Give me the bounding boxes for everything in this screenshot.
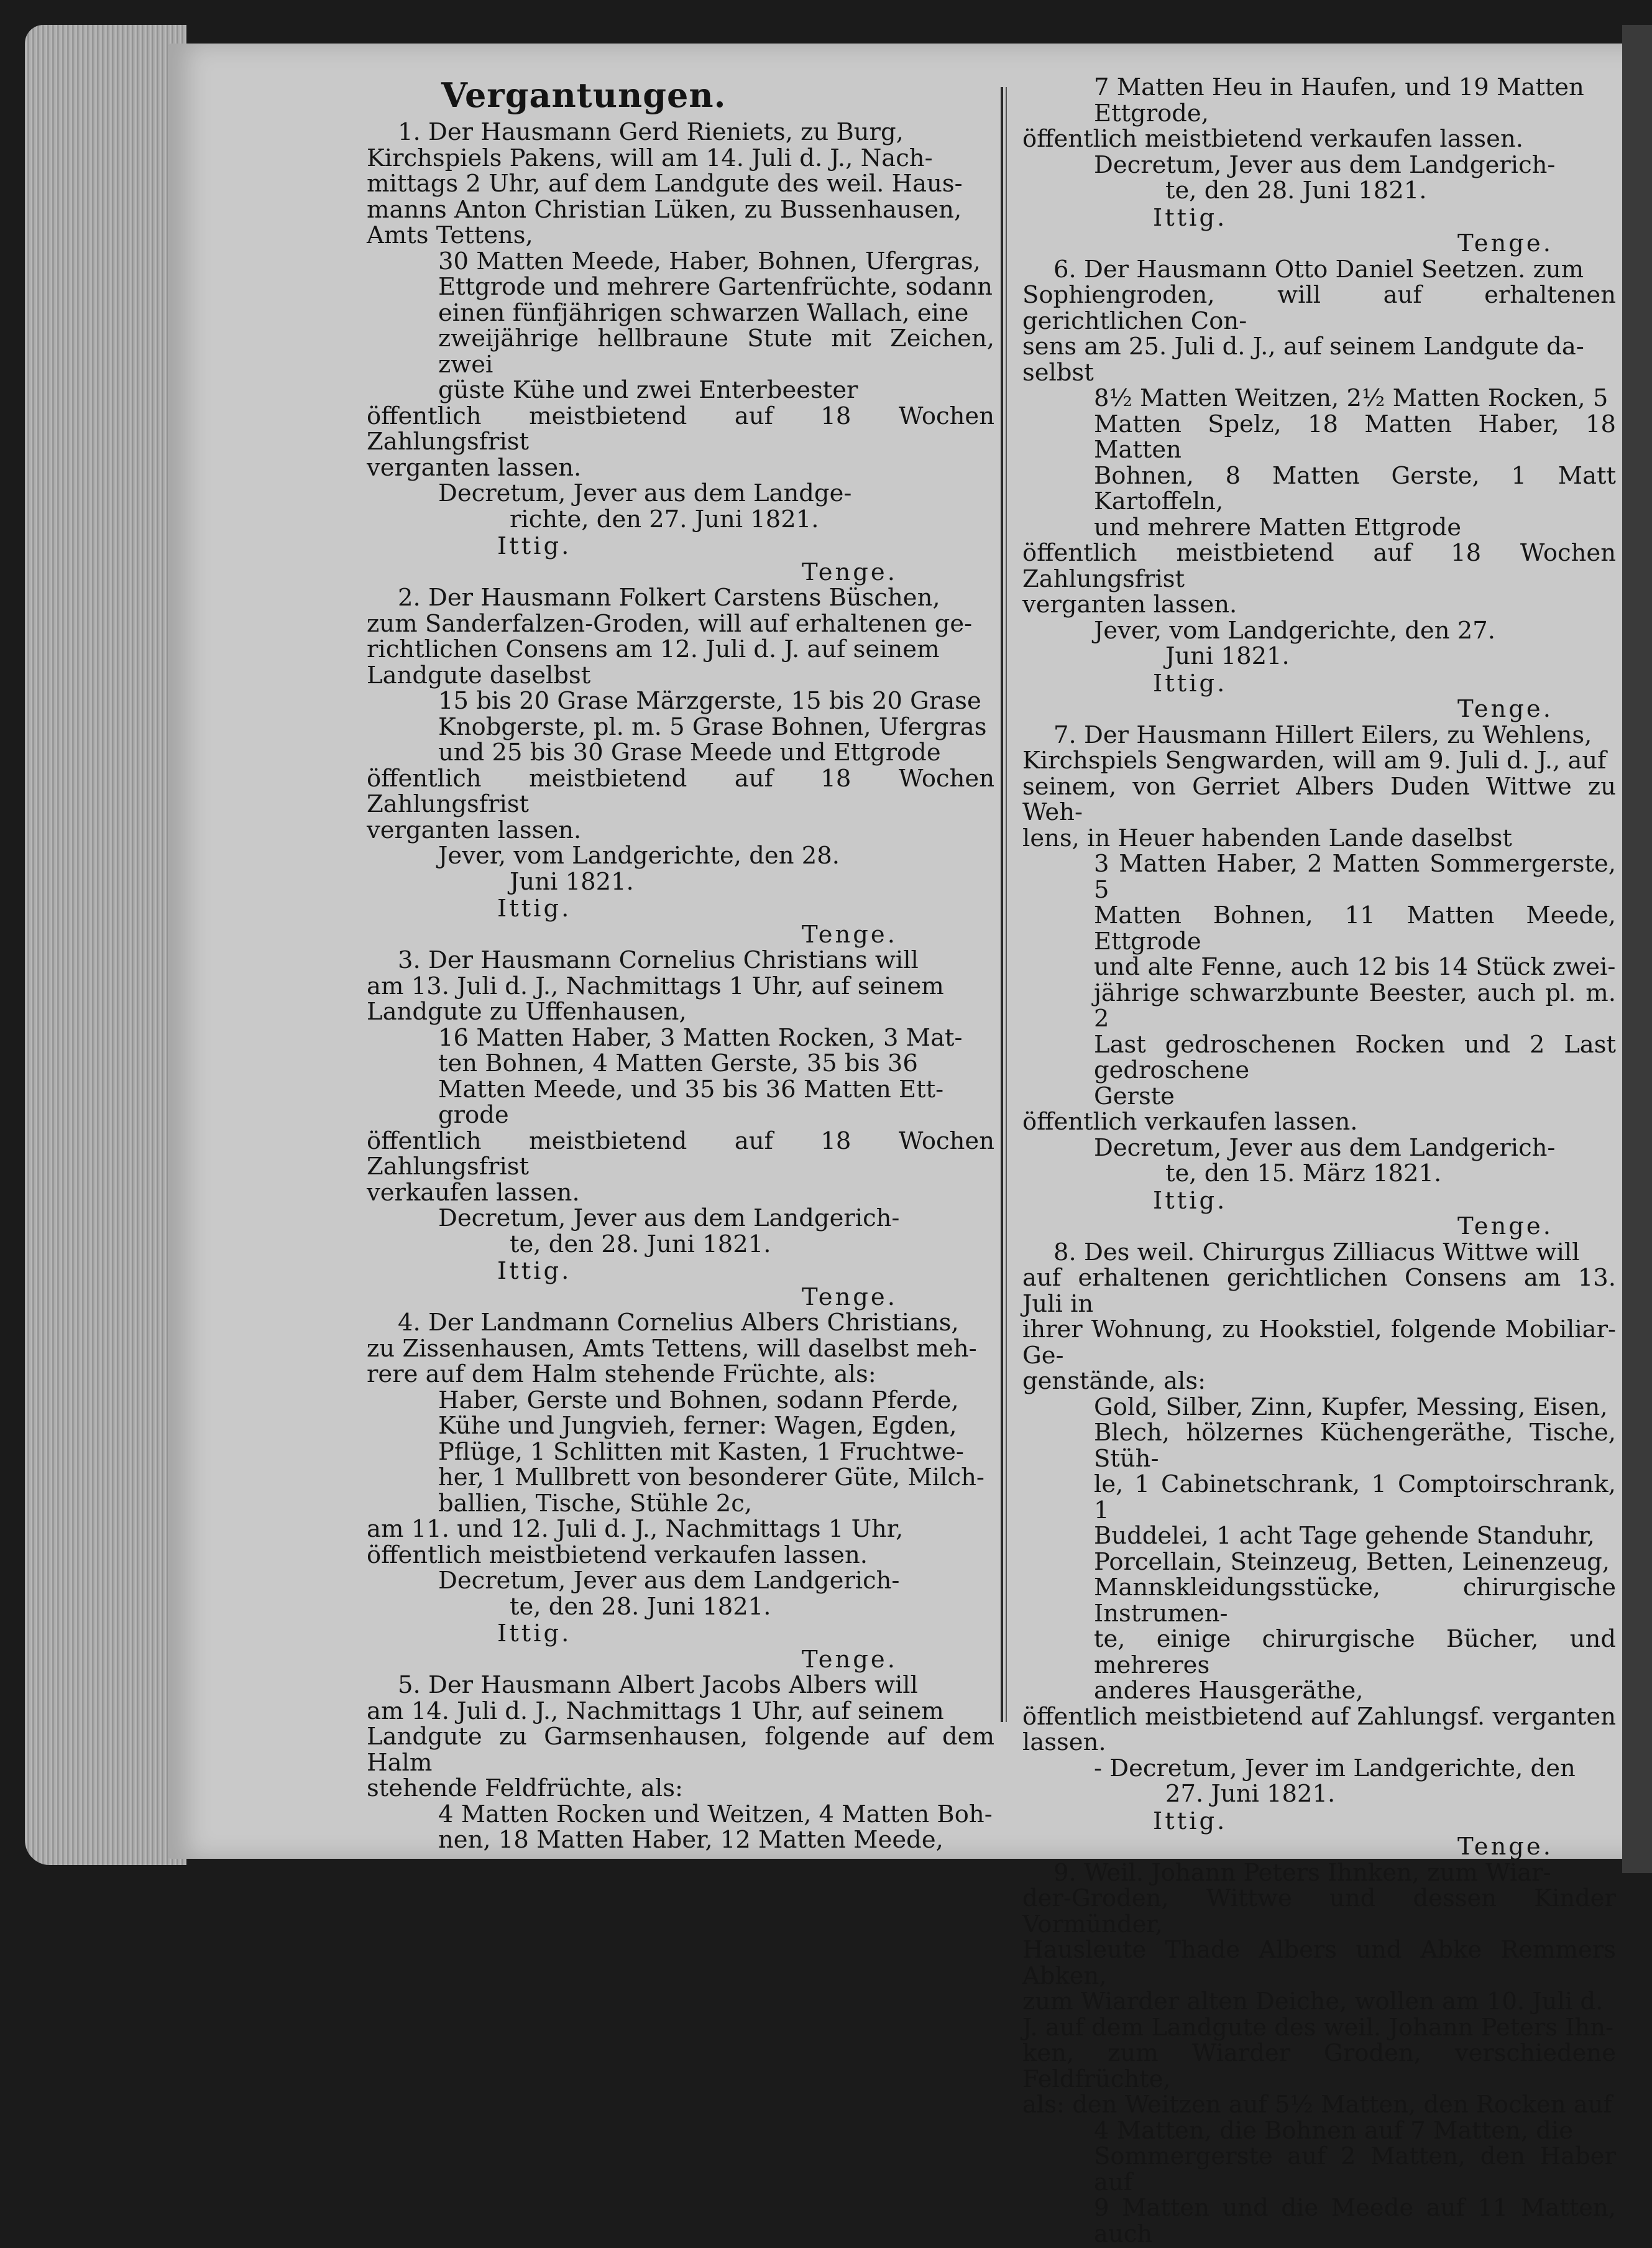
entry-line: 9. Weil. Johann Peters Ihnken, zum Wiar-	[1053, 1858, 1551, 1887]
item-line: Matten Meede, und 35 bis 36 Matten Ett-	[438, 1075, 944, 1103]
closing-line: öffentlich verkaufen lassen.	[1022, 1108, 1358, 1136]
right-column	[1022, 75, 1616, 2247]
entry-4	[367, 1310, 994, 1672]
entry-line: manns Anton Christian Lüken, zu Bussenhausen,	[367, 195, 962, 224]
item-line: anderes Hausgeräthe,	[1094, 1677, 1364, 1705]
item-line: her, 1 Mullbrett von besonderer Güte, Milch-	[438, 1463, 984, 1491]
left-column	[367, 75, 994, 1853]
item-line: Ettgrode,	[1094, 99, 1209, 127]
entry-line: 3. Der Hausmann Cornelius Christians will	[398, 946, 919, 974]
entry-6	[1022, 257, 1616, 722]
item-line: Mannskleidungsstücke, chirurgische Instrumen-	[1094, 1573, 1616, 1628]
item-line: le, 1 Cabinetschrank, 1 Comptoirschrank, 1	[1094, 1470, 1616, 1524]
item-line: 16 Matten Haber, 3 Matten Rocken, 3 Mat-	[438, 1023, 963, 1052]
item-line: Last gedroschenen Rocken und 2 Last gedroschene	[1094, 1030, 1616, 1084]
entry-3	[367, 947, 994, 1310]
decree-line: - Decretum, Jever im Landgerichte, den	[1094, 1754, 1576, 1782]
closing-line: öffentlich meistbietend verkaufen lassen.	[367, 1541, 868, 1569]
closing-line: öffentlich meistbietend auf 18 Wochen Zahlungsfrist	[1022, 539, 1616, 593]
item-line: und mehrere Matten Ettgrode	[1094, 513, 1462, 541]
item-line: Kühe und Jungvieh, ferner: Wagen, Egden,	[438, 1412, 957, 1440]
item-line: einen fünfjährigen schwarzen Wallach, eine	[438, 298, 969, 327]
closing-line: öffentlich meistbietend auf 18 Wochen Zahlungsfrist	[367, 402, 994, 456]
signature-tenge: Tenge.	[1457, 229, 1553, 257]
entry-line: Kirchspiels Sengwarden, will am 9. Juli d. J., auf	[1022, 747, 1607, 775]
entry-5	[367, 1672, 994, 1853]
entry-line: 6. Der Hausmann Otto Daniel Seetzen. zum	[1053, 255, 1584, 283]
decree-line: richte, den 27. Juni 1821.	[510, 505, 819, 533]
entry-line: stehende Feldfrüchte, als:	[367, 1774, 683, 1802]
item-line: Matten Bohnen, 11 Matten Meede, Ettgrode	[1094, 901, 1616, 956]
item-line: Matten Spelz, 18 Matten Haber, 18 Matten	[1094, 410, 1616, 464]
signature-ittig: Ittig.	[1153, 669, 1228, 698]
decree-line: 27. Juni 1821.	[1165, 1780, 1336, 1808]
item-line: ballien, Tische, Stühle 2c,	[438, 1489, 753, 1518]
entry-line: 2. Der Hausmann Folkert Carstens Büschen,	[398, 584, 940, 612]
item-line: Porcellain, Steinzeug, Betten, Leinenzeug,	[1094, 1547, 1610, 1576]
item-line: Haber, Gerste und Bohnen, sodann Pferde,	[438, 1386, 959, 1414]
entry-line: J. auf dem Landgute des weil. Johann Peters Ihn-	[1022, 2013, 1614, 2042]
decree-line: Decretum, Jever aus dem Landgerich-	[1094, 1133, 1556, 1162]
item-line: Sommergerste auf 2 Matten, den Haber auf	[1094, 2142, 1616, 2196]
decree-line: Decretum, Jever aus dem Landgerich-	[438, 1567, 900, 1595]
book-gutter	[1622, 25, 1652, 1873]
closing-line: verganten lassen.	[1022, 591, 1237, 619]
item-line: jährige schwarzbunte Beester, auch pl. m. 2	[1094, 979, 1616, 1033]
item-line: Knobgerste, pl. m. 5 Grase Bohnen, Ufergras	[438, 712, 987, 741]
entry-line: als: den Weitzen auf 5½ Matten, den Rocken auf	[1022, 2091, 1612, 2119]
item-line: 7 Matten Heu in Haufen, und 19 Matten	[1094, 73, 1584, 101]
item-line: ten Bohnen, 4 Matten Gerste, 35 bis 36	[438, 1049, 918, 1077]
entry-line: 8. Des weil. Chirurgus Zilliacus Wittwe will	[1053, 1238, 1580, 1266]
item-line: grode	[438, 1101, 509, 1129]
decree-line: Juni 1821.	[1165, 642, 1290, 670]
entry-line: am 13. Juli d. J., Nachmittags 1 Uhr, auf seinem	[367, 972, 944, 1000]
item-line: 8½ Matten Weitzen, 2½ Matten Rocken, 5	[1094, 384, 1608, 412]
item-line: Ettgrode und mehrere Gartenfrüchte, sodann	[438, 273, 993, 301]
decree-line: Juni 1821.	[510, 867, 634, 896]
entry-line: seinem, von Gerriet Albers Duden Wittwe zu Weh-	[1022, 772, 1616, 826]
closing-line: öffentlich meistbietend auf 18 Wochen Zahlungsfrist	[367, 764, 994, 818]
entry-line: rere auf dem Halm stehende Früchte, als:	[367, 1360, 876, 1388]
decree-line: Decretum, Jever aus dem Landge-	[438, 479, 852, 507]
column-divider-thin	[1006, 87, 1007, 1722]
decree-line: te, den 28. Juni 1821.	[1165, 177, 1427, 205]
entry-line: zum Sanderfalzen-Groden, will auf erhaltenen ge-	[367, 609, 973, 638]
closing-line: öffentlich meistbietend verkaufen lassen.	[1022, 125, 1523, 153]
item-line: Buddelei, 1 acht Tage gehende Standuhr,	[1094, 1522, 1595, 1550]
entry-line: Landgute daselbst	[367, 661, 591, 689]
closing-line: am 11. und 12. Juli d. J., Nachmittags 1 Uhr,	[367, 1515, 904, 1543]
column-divider	[1001, 87, 1003, 1722]
item-line: 15 bis 20 Grase Märzgerste, 15 bis 20 Grase	[438, 687, 981, 715]
entry-line: ken, zum Wiarder Groden, verschiedene Feldfrüchte,	[1022, 2039, 1616, 2093]
decree-line: Decretum, Jever aus dem Landgerich-	[438, 1204, 900, 1232]
signature-ittig: Ittig.	[497, 895, 572, 923]
decree-line: Jever, vom Landgerichte, den 28.	[438, 842, 840, 870]
book-page-edges	[25, 25, 186, 1865]
item-line: 4 Matten Rocken und Weitzen, 4 Matten Boh-	[438, 1800, 993, 1828]
closing-line: öffentlich meistbietend auf 18 Wochen Zahlungsfrist	[367, 1126, 994, 1181]
entry-9	[1022, 1860, 1616, 2247]
entry-line: auf erhaltenen gerichtlichen Consens am 13. Juli in	[1022, 1264, 1616, 1318]
entry-line: Landgute zu Uffenhausen,	[367, 998, 687, 1026]
item-line: 9 Matten und die Meede auf 11 Matten, auch	[1094, 2194, 1616, 2248]
item-line: te, einige chirurgische Bücher, und mehreres	[1094, 1625, 1616, 1679]
signature-tenge: Tenge.	[802, 558, 897, 586]
item-line: Bohnen, 8 Matten Gerste, 1 Matt Kartoffeln,	[1094, 461, 1616, 515]
decree-line: te, den 15. März 1821.	[1165, 1159, 1442, 1187]
signature-tenge: Tenge.	[802, 920, 897, 949]
entry-line: zu Zissenhausen, Amts Tettens, will daselbst meh-	[367, 1334, 977, 1363]
signature-ittig: Ittig.	[497, 532, 572, 560]
entry-8	[1022, 1240, 1616, 1860]
entry-line: Landgute zu Garmsenhausen, folgende auf dem Halm	[367, 1723, 994, 1777]
signature-ittig: Ittig.	[1153, 203, 1228, 232]
closing-line: verkaufen lassen.	[367, 1178, 580, 1207]
decree-line: Jever, vom Landgerichte, den 27.	[1094, 616, 1495, 645]
item-line: nen, 18 Matten Haber, 12 Matten Meede,	[438, 1826, 943, 1854]
item-line: güste Kühe und zwei Enterbeester	[438, 376, 858, 404]
signature-ittig: Ittig.	[1153, 1186, 1228, 1215]
entry-line: richtlichen Consens am 12. Juli d. J. auf seinem	[367, 635, 940, 663]
signature-tenge: Tenge.	[1457, 695, 1553, 723]
entry-line: 1. Der Hausmann Gerd Rieniets, zu Burg,	[398, 118, 904, 146]
entry-line: 4. Der Landmann Cornelius Albers Christians,	[398, 1309, 959, 1337]
closing-line: verganten lassen.	[367, 453, 582, 482]
closing-line: verganten lassen.	[367, 816, 582, 844]
entry-line: zum Wiarder alten Deiche, wollen am 10. Juli d.	[1022, 1988, 1604, 2015]
entry-line: lens, in Heuer habenden Lande daselbst	[1022, 824, 1512, 852]
decree-line: te, den 28. Juni 1821.	[510, 1230, 771, 1258]
entry-line: 7. Der Hausmann Hillert Eilers, zu Wehlens,	[1053, 721, 1592, 749]
entry-5-continued	[1022, 75, 1616, 257]
closing-line: öffentlich meistbietend auf Zahlungsf. verganten lassen.	[1022, 1702, 1616, 1756]
signature-tenge: Tenge.	[802, 1645, 897, 1674]
entry-line: Hausleute Thade Albers und Abke Remmers Abken,	[1022, 1936, 1616, 1990]
signature-ittig: Ittig.	[1153, 1807, 1228, 1835]
item-line: Gold, Silber, Zinn, Kupfer, Messing, Eisen,	[1094, 1393, 1608, 1421]
item-line: und 25 bis 30 Grase Meede und Ettgrode	[438, 739, 941, 767]
entry-1	[367, 119, 994, 585]
entry-line: 5. Der Hausmann Albert Jacobs Albers will	[398, 1671, 918, 1699]
entry-line: Sophiengroden, will auf erhaltenen gerichtlichen Con-	[1022, 281, 1616, 335]
signature-tenge: Tenge.	[802, 1283, 897, 1311]
item-line: 30 Matten Meede, Haber, Bohnen, Ufergras,	[438, 247, 981, 275]
item-line: und alte Fenne, auch 12 bis 14 Stück zwei-	[1094, 953, 1616, 981]
entry-line: genstände, als:	[1022, 1367, 1206, 1395]
item-line: zweijährige hellbraune Stute mit Zeichen, zwei	[438, 325, 994, 379]
entry-line: Amts Tettens,	[367, 221, 533, 249]
entry-line: sens am 25. Juli d. J., auf seinem Landgute da-	[1022, 333, 1584, 361]
signature-ittig: Ittig.	[497, 1619, 572, 1647]
entry-line: ihrer Wohnung, zu Hookstiel, folgende Mobiliar-Ge-	[1022, 1315, 1616, 1370]
entry-line: am 14. Juli d. J., Nachmittags 1 Uhr, auf seinem	[367, 1697, 944, 1725]
item-line: Pflüge, 1 Schlitten mit Kasten, 1 Fruchtwe-	[438, 1437, 964, 1466]
entry-line: Kirchspiels Pakens, will am 14. Juli d. J., Nach-	[367, 144, 933, 172]
entry-7	[1022, 722, 1616, 1240]
item-line: 4 Matten, die Bohnen auf 7 Matten, die	[1094, 2116, 1574, 2145]
section-heading: Vergantungen.	[441, 75, 727, 115]
item-line: Gerste	[1094, 1082, 1175, 1110]
decree-line: te, den 28. Juni 1821.	[510, 1592, 771, 1621]
entry-line: der-Groden, Wittwe und dessen Kinder Vormünder,	[1022, 1884, 1616, 1938]
signature-ittig: Ittig.	[497, 1257, 572, 1285]
item-line: Blech, hölzernes Küchengeräthe, Tische, Stüh-	[1094, 1419, 1616, 1473]
decree-line: Decretum, Jever aus dem Landgerich-	[1094, 150, 1556, 179]
signature-tenge: Tenge.	[1457, 1833, 1553, 1861]
entry-line: mittags 2 Uhr, auf dem Landgute des weil. Haus-	[367, 170, 963, 198]
item-line: 3 Matten Haber, 2 Matten Sommergerste, 5	[1094, 850, 1616, 904]
entry-2	[367, 585, 994, 947]
entry-line: selbst	[1022, 358, 1094, 387]
signature-tenge: Tenge.	[1457, 1212, 1553, 1240]
